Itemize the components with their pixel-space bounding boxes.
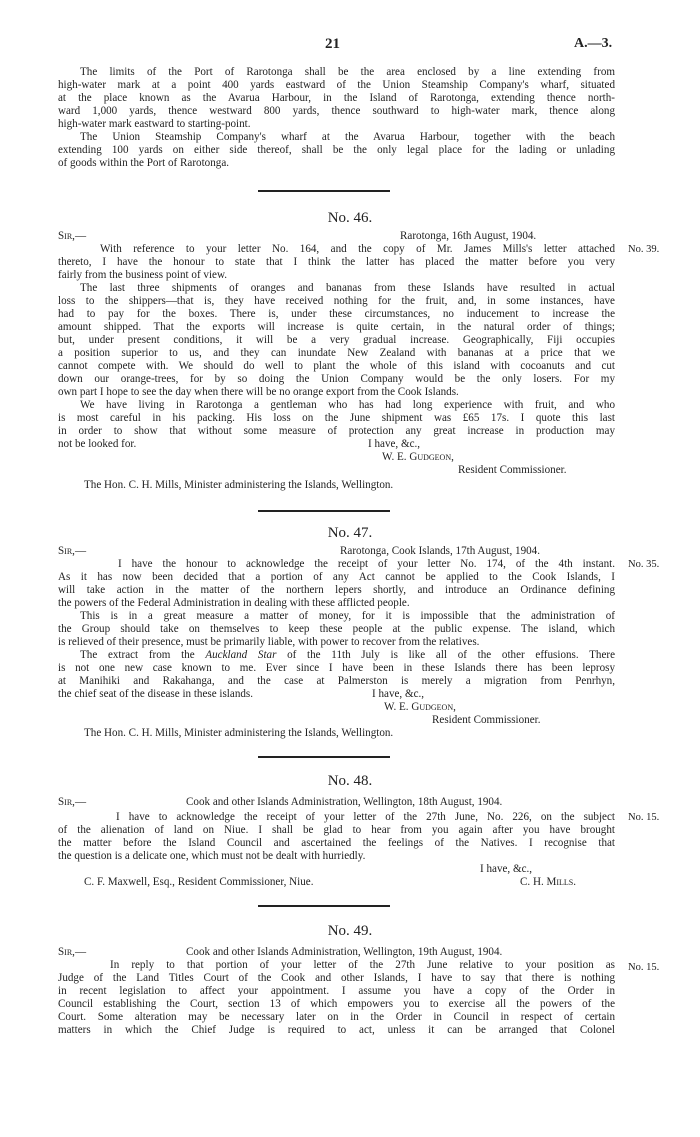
text-line: thereto, I have the honour to state that I think the latter has placed the matter before you very [58,256,615,268]
text-line: own part I hope to see the day when there will be no orange export from the Cook Islands. [58,386,459,398]
text-line: We have living in Rarotonga a gentleman who has had long experience with fruit, and who [80,399,615,411]
letter-number: No. 49. [327,923,373,939]
text-line: high-water mark at a point 400 yards eastward of the Union Steamship Company's wharf, situated [58,79,615,91]
text-line: Council establishing the Court, section 13 of which empowers you to exercise all the powers of the [58,998,615,1010]
text-line: fairly from the business point of view. [58,269,228,281]
text-line: Judge of the Land Titles Court of the Cook and other Islands, I have to say that there is nothing [58,972,615,984]
text-line: As it has now been decided that a portion of any Act cannot be applied to the Cook Islands, I [58,571,615,583]
text-line: is most careful in his packing. His loss on the June shipment was £65 17s. I quote this last [58,412,615,424]
section-divider [258,756,390,758]
closing: I have, &c., [368,438,421,450]
letter-number: No. 46. [327,210,373,226]
text-line: the powers of the Federal Administration in dealing with these afflicted people. [58,597,410,609]
text-span: of the 11th July is like all of the other effusions. There [276,649,615,661]
section-divider [258,190,390,192]
text-line: I have the honour to acknowledge the receipt of your letter No. 174, of the 4th instant. [118,558,615,570]
salutation: Sir,— [58,230,87,242]
page-number: 21 [325,36,340,52]
text-line: down our orange-trees, for by so doing the Union Company would be the only losers. For my [58,373,615,385]
text-line: of goods within the Port of Rarotonga. [58,157,230,169]
salutation: Sir,— [58,946,87,958]
newspaper-title: Auckland Star [205,649,277,661]
text-line: extending 100 yards on either side thereof, shall be the only legal place for the lading or unlading [58,144,615,156]
signatory-title: Resident Commissioner. [432,714,541,726]
signatory-title: Resident Commissioner. [458,464,567,476]
margin-reference: No. 15. [628,812,660,823]
margin-reference: No. 39. [628,244,660,255]
addressee: C. F. Maxwell, Esq., Resident Commissioner, Niue. [84,876,314,888]
text-line: of the alienation of land on Niue. I shall be glad to hear from you again after you have brought [58,824,615,836]
addressee: The Hon. C. H. Mills, Minister administering the Islands, Wellington. [84,727,394,739]
text-line: In reply to that portion of your letter of the 27th June relative to your position as [110,959,615,971]
text-line: This is in a great measure a matter of money, for it is impossible that the administration of [80,610,615,622]
text-span: The extract from the [80,649,206,661]
letter-number: No. 47. [327,525,373,541]
salutation: Sir,— [58,545,87,557]
section-divider [258,905,390,907]
section-divider [258,510,390,512]
text-line: the matter before the Island Council and ascertained the feelings of the Natives. I recognise that [58,837,615,849]
closing: I have, &c., [372,688,425,700]
document-reference: A.—3. [574,36,613,51]
signature: W. E. Gudgeon, [382,451,454,463]
text-line: Court. Some alteration may be necessary later on in the Order in Council in respect of certain [58,1011,615,1023]
text-line: high-water mark eastward to starting-point. [58,118,251,130]
text-line: the Group should take on themselves to keep these people at the public expense. The island, which [58,623,615,635]
letter-number: No. 48. [327,773,373,789]
addressee: The Hon. C. H. Mills, Minister administering the Islands, Wellington. [84,479,394,491]
text-line: at the place known as the Avarua Harbour, in the Island of Rarotonga, extending thence north- [58,92,615,104]
text-line: the chief seat of the disease in these islands. [58,688,254,700]
text-line: had to pay for the boxes. There is, under these circumstances, no inducement to increase the [58,308,615,320]
text-line: The limits of the Port of Rarotonga shall be the area enclosed by a line extending from [80,66,615,78]
text-line: will take action in the matter of the northern lepers shortly, and introduce an Ordinance defining [58,584,615,596]
text-line: The last three shipments of oranges and bananas from these Islands have resulted in actual [80,282,615,294]
text-line: With reference to your letter No. 164, and the copy of Mr. James Mills's letter attached [100,243,615,255]
text-line: not be looked for. [58,438,137,450]
text-line: ward 1,000 yards, thence westward 800 yards, thence southward to high-water mark, thence along [58,105,615,117]
text-line: is not one new case known to me. Ever since I have been in these Islands there has been leprosy [58,662,615,674]
signature: W. E. Gudgeon, [384,701,456,713]
text-line: a position superior to us, and they can inundate New Zealand with bananas at a price that we [58,347,615,359]
text-line: at Manihiki and Rakahanga, and the case at Palmerston is merely a migration from Penrhyn, [58,675,615,687]
text-line: loss to the shippers—that is, they have received nothing for the fruit, and, in some instances, have [58,295,615,307]
place-date: Rarotonga, 16th August, 1904. [400,230,537,242]
text-line: cannot compete with. We should do well to plant the whole of this island with cocoanuts and cut [58,360,615,372]
text-line: is relieved of their presence, must be primarily liable, with power to recover from the relatives. [58,636,480,648]
text-line: amount shipped. That the exports will increase is quite certain, in the natural order of things; [58,321,615,333]
text-line [80,649,615,662]
margin-reference: No. 35. [628,559,660,570]
text-line: I have to acknowledge the receipt of your letter of the 27th June, No. 226, on the subject [116,811,615,823]
place-date: Cook and other Islands Administration, Wellington, 18th August, 1904. [186,796,503,808]
text-line: in recent legislation to affect your appointment. I assume you have a copy of the Order in [58,985,615,997]
text-line: the question is a delicate one, which must not be dealt with hurriedly. [58,850,366,862]
signature: C. H. Mills. [520,876,577,888]
text-line: The Union Steamship Company's wharf at the Avarua Harbour, together with the beach [80,131,615,143]
place-date: Cook and other Islands Administration, Wellington, 19th August, 1904. [186,946,503,958]
place-date: Rarotonga, Cook Islands, 17th August, 1904. [340,545,540,557]
salutation: Sir,— [58,796,87,808]
text-line: but, under present conditions, it will be a very gradual increase. Geographically, Fiji occupies [58,334,615,346]
closing: I have, &c., [480,863,533,875]
margin-reference: No. 15. [628,962,660,973]
text-line: matters in which the Chief Judge is required to act, unless it can be arranged that Colonel [58,1024,615,1036]
text-line: in order to show that without some measure of protection any great increase in production may [58,425,615,437]
